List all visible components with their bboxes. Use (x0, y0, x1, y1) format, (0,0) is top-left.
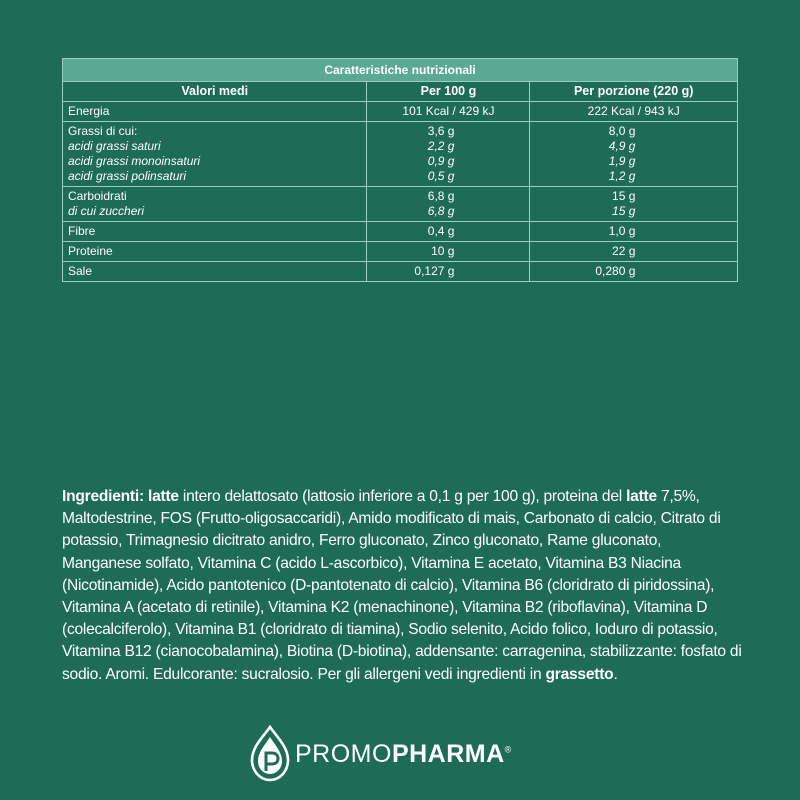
table-row-carboidrati (63, 187, 738, 222)
table-row-sale (63, 262, 738, 282)
row-value-per-portion (530, 222, 738, 242)
row-label (63, 187, 367, 222)
row-value-per-portion (530, 262, 738, 282)
allergen-latte: latte (626, 488, 657, 505)
sub-label: acidi grassi monoinsaturi (68, 154, 201, 168)
sub-per-portion: 4,9 g (608, 139, 636, 153)
ingredients-text (62, 486, 742, 686)
promopharma-logo (249, 725, 554, 783)
sub-label: di cui zuccheri (68, 204, 145, 218)
row-label (63, 122, 367, 187)
row-value-per100 (367, 122, 530, 187)
ingredients-part2: 7,5%, Maltodestrine, FOS (Frutto-oligosaccaridi), Amido modificato di mais, Carbonato di calcio, Citrato di potassio, Trimagnesio dicitrato anidro, Ferro gluconato, Zinco gluconato, Rame gluconato, Manganese solfato, Vitamina C (acido L-ascorbico), Vitamina E acetato, Vitamina B3 Niacina (Nicotinamide), Acido pantotenico (D-pantotenato di calcio), Vitamina B6 (cloridrato di piridossina), Vitamina A (acetato di retinile), Vitamina K2 (menachinone), Vitamina B2 (riboflavina), Vitamina D (colecalciferolo), Vitamina B1 (cloridrato di tiamina), Sodio selenito, Acido folico, Ioduro di potassio, Vitamina B12 (cianocobalamina), Biotina (D-biotina), addensante: carragenina, stabilizzante: fosfato di sodio. Aromi. Edulcorante: sucralosio. Per gli allergeni vedi ingredienti in (62, 488, 742, 683)
row-value-per100 (367, 222, 530, 242)
fibre-per100: 0,4 g (427, 224, 455, 238)
row-value-per-portion: 222 Kcal / 943 kJ (530, 102, 738, 122)
ingredients-label: Ingredienti: (62, 488, 144, 505)
leaf-drop-p-icon (249, 725, 291, 783)
table-row-proteine (63, 242, 738, 262)
row-value-per-portion (530, 187, 738, 222)
row-value-per100: 101 Kcal / 429 kJ (367, 102, 530, 122)
registered-mark: ® (504, 744, 512, 755)
row-label: Sale (63, 262, 367, 282)
sub-per100: 6,8 g (427, 204, 455, 218)
row-label: Proteine (63, 242, 367, 262)
row-value-per-portion (530, 122, 738, 187)
sub-per100: 2,2 g (427, 139, 455, 153)
proteine-per100: 10 g (431, 244, 455, 258)
sale-per100: 0,127 g (414, 264, 455, 278)
grassi-label: Grassi di cui: (68, 124, 138, 138)
brand-part-pharma: PHARMA (391, 739, 505, 768)
nutrition-table-title: Caratteristiche nutrizionali (63, 59, 738, 82)
sub-per-portion: 1,9 g (608, 154, 636, 168)
row-value-per100 (367, 242, 530, 262)
ingredients-end: . (613, 665, 618, 683)
sub-per-portion: 1,2 g (608, 169, 636, 183)
brand-part-promo: PROMO (295, 739, 392, 768)
table-row-energia (63, 102, 738, 122)
table-row-fibre (63, 222, 738, 242)
carboidrati-per100: 6,8 g (427, 189, 455, 203)
row-label: Energia (63, 102, 367, 122)
bold-word: grassetto (545, 665, 614, 683)
ingredients-part1: intero delattosato (lattosio inferiore a 0,1 g per 100 g), proteina del (178, 488, 627, 505)
sub-label: acidi grassi polinsaturi (68, 169, 187, 183)
brand-name (295, 740, 512, 769)
carboidrati-per-portion: 15 g (612, 189, 636, 203)
carboidrati-label: Carboidrati (68, 189, 127, 203)
allergen-latte: latte (148, 488, 179, 505)
sub-per-portion: 15 g (612, 204, 636, 218)
header-per-100g: Per 100 g (367, 82, 530, 102)
sub-label: acidi grassi saturi (68, 139, 161, 153)
sub-per100: 0,5 g (427, 169, 455, 183)
row-value-per100 (367, 262, 530, 282)
nutrition-table (62, 58, 738, 282)
sale-per-portion: 0,280 g (595, 264, 636, 278)
proteine-per-portion: 22 g (612, 244, 636, 258)
header-valori-medi: Valori medi (63, 82, 367, 102)
header-per-porzione: Per porzione (220 g) (530, 82, 738, 102)
fibre-per-portion: 1,0 g (608, 224, 636, 238)
row-value-per100 (367, 187, 530, 222)
grassi-per100: 3,6 g (427, 124, 455, 138)
row-label: Fibre (63, 222, 367, 242)
sub-per100: 0,9 g (427, 154, 455, 168)
row-value-per-portion (530, 242, 738, 262)
grassi-per-portion: 8,0 g (608, 124, 636, 138)
table-row-grassi (63, 122, 738, 187)
